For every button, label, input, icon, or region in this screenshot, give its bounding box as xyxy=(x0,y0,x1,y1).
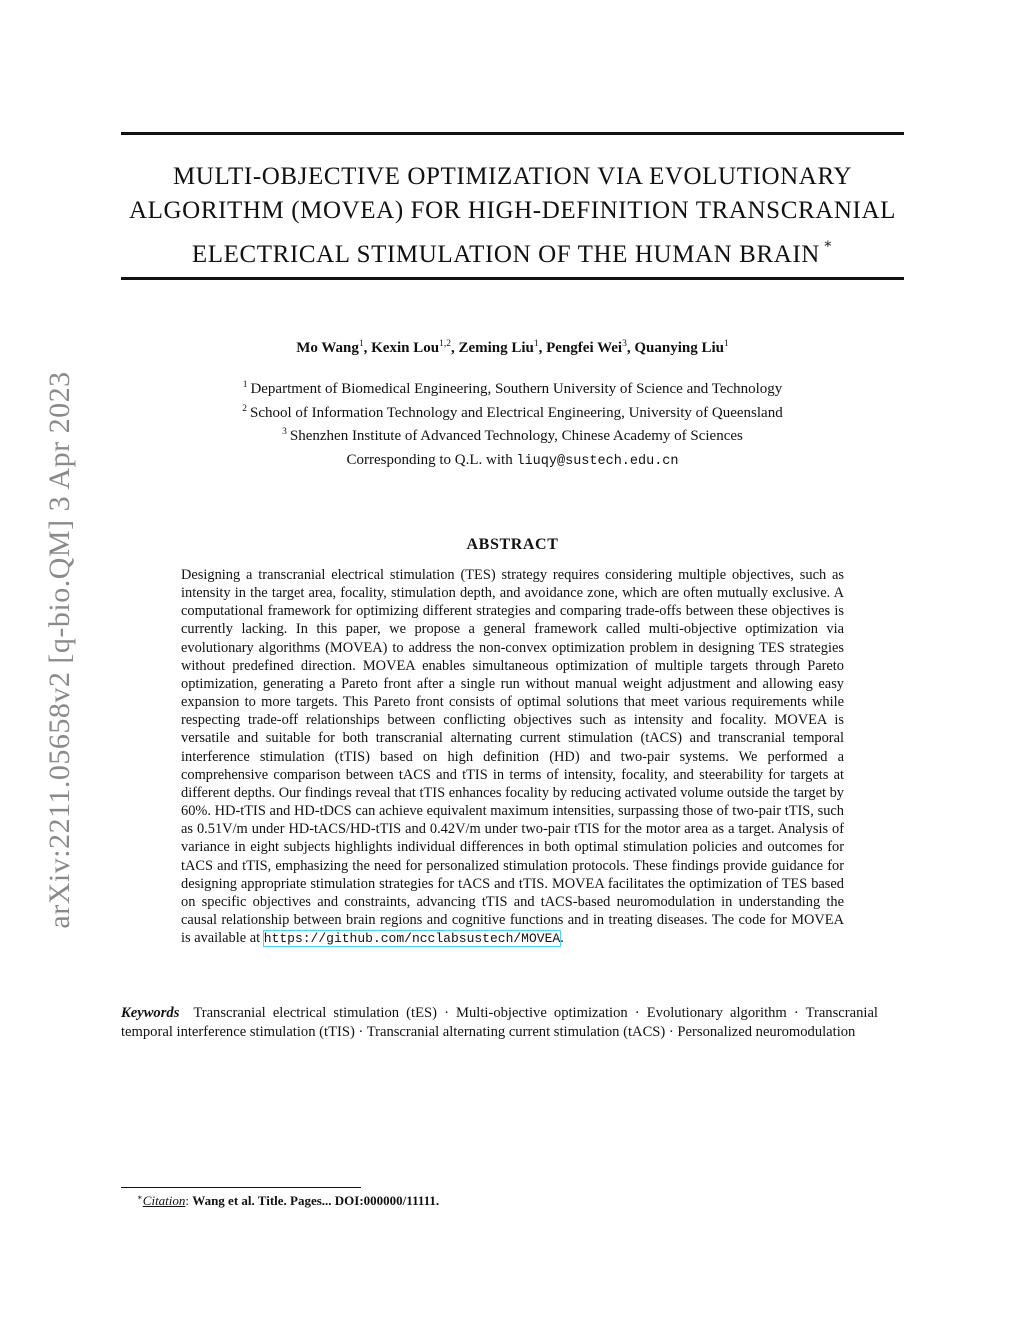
affiliation: $^3$ Shenzhen Institute of Advanced Technology, Chinese Academy of Sciences xyxy=(282,427,743,444)
title-footnote-mark[interactable]: ∗ xyxy=(822,237,834,252)
abstract-heading: ABSTRACT xyxy=(466,536,559,553)
author: Quanying Liu$^1$ xyxy=(634,339,729,356)
value-intensity-two-pair: 0.42V/m xyxy=(429,821,481,838)
title-line-3: ELECTRICAL STIMULATION OF THE HUMAN BRAIN ∗ xyxy=(191,237,834,268)
title-top-rule xyxy=(121,132,904,135)
corresponding-author: Corresponding to Q.L. with liuqy@sustech.edu.cn xyxy=(346,452,679,469)
keywords xyxy=(121,1004,878,1042)
author: Zeming Liu$^1$ xyxy=(458,339,539,356)
title-line-2: ALGORITHM (MOVEA) FOR HIGH-DEFINITION TRANSCRANIAL xyxy=(129,197,896,224)
corresponding-email[interactable]: liuqy@sustech.edu.cn xyxy=(516,454,679,469)
arxiv-identifier: arXiv:2211.05658v2 [q-bio.QM] 3 Apr 2023 xyxy=(43,371,76,929)
author-list: Mo Wang$^1$, Kexin Lou$^{1,2}$, Zeming Liu$^1$, Pengfei Wei$^3$, Quanying Liu$^1$ xyxy=(296,339,729,356)
footnote-rule xyxy=(121,1187,361,1188)
keywords-label: Keywords xyxy=(121,1005,180,1021)
footnote: ∗Citation: Wang et al. Title. Pages... DOI:000000/11111. xyxy=(137,1192,440,1208)
keywords-text: Transcranial electrical stimulation (tES) · Multi-objective optimization · Evolutionary algorithm · Transcranial temporal interference stimulation (tTIS) · Transcranial alternating current stimulation (tACS) · Personalized neuromodulation xyxy=(121,1005,878,1040)
paper-title xyxy=(121,160,904,272)
abstract-body: Designing a transcranial electrical stimulation (TES) strategy requires considering multiple objectives, such as intensity in the target area, focality, stimulation depth, and avoidance zone, which are often mutually exclusive. A computational framework for optimizing different strategies and comparing trade-offs between these objectives is currently lacking. In this paper, we propose a general framework called multi-objective optimization via evolutionary algorithms (MOVEA) to address the non-convex optimization problem in designing TES strategies without predefined direction. MOVEA enables simultaneous optimization of multiple targets through Pareto optimization, generating a Pareto front after a single run without manual weight adjustment and allowing easy expansion to more targets. This Pareto front consists of optimal solutions that meet various requirements while respecting trade-off relationships between conflicting objectives such as intensity and focality. MOVEA is versatile and suitable for both transcranial alternating current stimulation (tACS) and transcranial temporal interference stimulation (tTIS) based on high definition (HD) and two-pair systems. We performed a comprehensive comparison between tACS and tTIS in terms of intensity, focality, and steerability for targets at different depths. Our findings reveal that tTIS enhances focality by reducing activated volume outside the target by 60%. HD-tTIS and HD-tDCS can achieve equivalent maximum intensities, surpassing those of two-pair tTIS, such as 0.51V/m under HD-tACS/HD-tTIS and 0.42V/m under two-pair tTIS for the motor area as a target. Analysis of variance in eight subjects highlights individual differences in both optimal stimulation policies and outcomes for tACS and tTIS, emphasizing the need for personalized stimulation protocols. These findings provide guidance for designing appropriate stimulation strategies for tACS and tTIS. MOVEA facilitates the optimization of TES based on specific objectives and constraints, advancing tTIS and tACS-based neuromodulation in understanding the causal relationship between brain regions and cognitive functions and in treating diseases. The code for MOVEA is available at https://github.com/ncclabsustech/MOVEA. xyxy=(181,567,844,947)
citation-label: Citation xyxy=(142,1193,186,1208)
title-bottom-rule xyxy=(121,277,904,280)
value-intensity-hd: 0.51V/m xyxy=(196,821,248,838)
title-line-1: MULTI-OBJECTIVE OPTIMIZATION VIA EVOLUTIONARY xyxy=(172,163,853,190)
author: Mo Wang$^1$ xyxy=(296,339,364,356)
affiliation: $^1$ Department of Biomedical Engineering, Southern University of Science and Technology xyxy=(242,380,783,397)
author: Pengfei Wei$^3$ xyxy=(546,339,627,356)
affiliation: $^2$ School of Information Technology and Electrical Engineering, University of Queensland xyxy=(242,403,783,421)
github-link[interactable]: https://github.com/ncclabsustech/MOVEA xyxy=(263,931,561,947)
author: Kexin Lou$^{1,2}$ xyxy=(371,339,451,356)
affiliation-list xyxy=(121,376,904,447)
